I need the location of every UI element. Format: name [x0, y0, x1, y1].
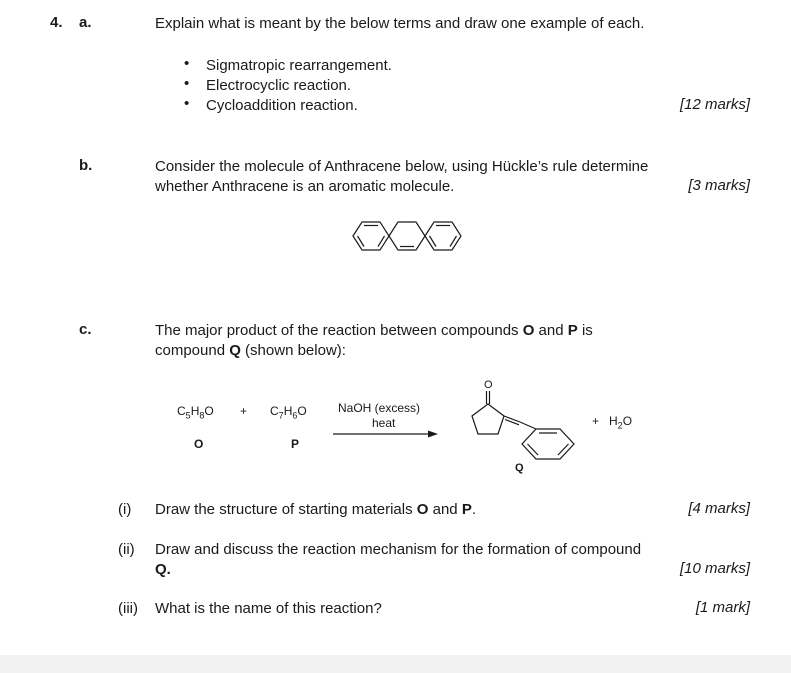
bullet-item: Sigmatropic rearrangement. [206, 57, 392, 74]
page-bottom-strip [0, 655, 791, 673]
part-a-prompt: Explain what is meant by the below terms and draw one example of each. [155, 15, 645, 32]
part-b-marks: [3 marks] [688, 177, 750, 194]
bullet-dot: • [184, 55, 190, 72]
bullet-dot: • [184, 95, 190, 112]
cyclopentane-ring [472, 404, 504, 434]
ring-right [425, 222, 461, 250]
part-c-line2 [155, 341, 346, 361]
text-segment: and [534, 322, 568, 339]
part-a-label: a. [79, 14, 92, 31]
ring-middle [389, 222, 425, 250]
water-byproduct-formula: $H_2O$ [609, 414, 633, 431]
part-a-marks: [12 marks] [679, 96, 750, 113]
ring-left [353, 222, 389, 250]
reactant-o-label: O [194, 437, 204, 451]
part-c-line1 [155, 321, 593, 341]
text-segment: is [577, 322, 593, 339]
text-segment: The major product of the reaction between compounds [155, 322, 523, 339]
bullet-item: Cycloaddition reaction. [206, 97, 358, 114]
subpart-i-text: Draw the structure of starting materials O and P. [155, 501, 476, 518]
part-b-line1: Consider the molecule of Anthracene below, using Hückle’s rule determine [155, 158, 649, 175]
reaction-arrow-icon [332, 429, 442, 439]
product-q-label: Q [515, 462, 524, 474]
part-c-label: c. [79, 321, 92, 338]
compound-p-ref: P [567, 322, 578, 339]
product-q-structure [460, 378, 590, 468]
reactant-p-label: P [291, 437, 300, 451]
subpart-ii-marks: [10 marks] [679, 560, 750, 577]
part-b-line2: whether Anthracene is an aromatic molecule. [155, 178, 455, 195]
text-segment: compound [155, 342, 230, 359]
question-number: 4. [50, 14, 63, 31]
reactant-o-formula: $C_5H_8O$ [177, 404, 214, 421]
bullet-item: Electrocyclic reaction. [206, 77, 352, 94]
subpart-iii-marks: [1 mark] [695, 599, 750, 616]
bullet-dot: • [184, 75, 190, 92]
compound-q-ref: Q [229, 342, 241, 359]
anthracene-structure [352, 218, 462, 258]
subpart-iii-number: (iii) [118, 600, 138, 617]
reaction-condition-reagent: NaOH (excess) [338, 401, 421, 415]
carbonyl-oxygen-label: O [484, 379, 493, 391]
subpart-i-marks: [4 marks] [688, 500, 750, 517]
plus-sign: + [240, 404, 248, 418]
part-b-label: b. [79, 157, 93, 174]
reaction-condition-heat: heat [372, 416, 396, 430]
subpart-ii-number: (ii) [118, 541, 135, 558]
reactant-p-formula: $C_7H_6O$ [270, 404, 307, 421]
subpart-ii-line1: Draw and discuss the reaction mechanism for the formation of compound [155, 541, 642, 558]
compound-o-ref: O [522, 322, 535, 339]
plus-sign: + [592, 414, 600, 428]
subpart-iii-text: What is the name of this reaction? [155, 600, 382, 617]
subpart-ii-line2: Q. [155, 561, 171, 578]
subpart-i-number: (i) [118, 501, 132, 518]
text-segment: (shown below): [240, 342, 346, 359]
